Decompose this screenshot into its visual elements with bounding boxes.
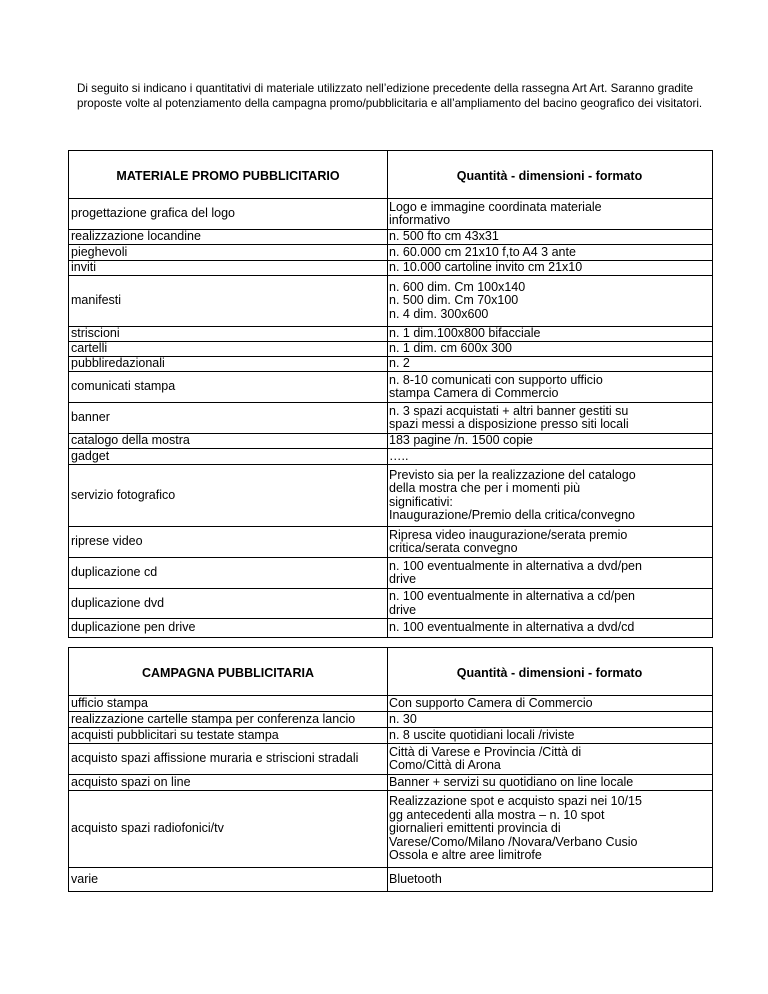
row-item-label: realizzazione cartelle stampa per conferenza lancio <box>71 711 356 726</box>
row-item-label: realizzazione locandine <box>71 229 201 244</box>
table2-row-1-detail <box>387 712 712 728</box>
table1-row-4-detail <box>387 276 712 327</box>
row-detail-text: n. 600 dim. Cm 100x140 n. 500 dim. Cm 70x100 n. 4 dim. 300x600 <box>389 279 526 321</box>
table2-row-3-item <box>69 744 387 775</box>
intro-paragraph: Di seguito si indicano i quantitativi di materiale utilizzato nell’edizione precedente della rassegna Art Art. Saranno gradite proposte volte al potenziamento della campagna promo/pubblicitaria e all’ampliamento del bacino geografico dei visitatori. <box>77 82 703 110</box>
row-item-label: duplicazione pen drive <box>71 620 196 635</box>
header-separator <box>69 695 712 696</box>
row-item-label: catalogo della mostra <box>71 433 190 448</box>
table2-row-0-detail <box>387 696 712 712</box>
row-detail-text: Previsto sia per la realizzazione del catalogo della mostra che per i momenti più significativi: Inaugurazione/Premio della critica/convegno <box>389 467 636 522</box>
row-item-label: duplicazione cd <box>71 565 158 580</box>
row-detail-text: Bluetooth <box>389 871 442 886</box>
table1-row-13-detail <box>387 527 712 558</box>
row-detail-text: n. 3 spazi acquistati + altri banner gestiti su spazi messi a disposizione presso siti locali <box>389 403 629 431</box>
row-detail-text: n. 2 <box>389 356 410 371</box>
row-detail-text: ….. <box>389 448 409 463</box>
row-detail-text: n. 10.000 cartoline invito cm 21x10 <box>389 260 583 275</box>
table1-row-15-detail <box>387 589 712 619</box>
promo-materials-table <box>68 150 713 638</box>
table1-row-9-item <box>69 403 387 434</box>
table1-row-13-item <box>69 527 387 558</box>
table1-row-12-detail <box>387 465 712 527</box>
table2-row-0-item <box>69 696 387 712</box>
row-item-label: striscioni <box>71 326 120 341</box>
table1-header-right: Quantità - dimensioni - formato <box>456 169 643 183</box>
table1-row-12-item <box>69 465 387 527</box>
table1-row-3-item <box>69 261 387 276</box>
table2-header-left: CAMPAGNA PUBBLICITARIA <box>142 666 314 680</box>
table2-row-5-item <box>69 791 387 868</box>
row-item-label: pubbliredazionali <box>71 356 165 371</box>
row-item-label: acquisto spazi on line <box>71 774 191 789</box>
row-item-label: duplicazione dvd <box>71 595 165 610</box>
table1-row-16-item <box>69 619 387 637</box>
header-separator <box>69 198 712 199</box>
row-item-label: comunicati stampa <box>71 379 176 394</box>
table1-row-6-detail <box>387 342 712 357</box>
row-item-label: ufficio stampa <box>71 695 148 710</box>
row-detail-text: Città di Varese e Provincia /Città di Como/Città di Arona <box>389 744 582 772</box>
table2-row-2-item <box>69 728 387 744</box>
row-detail-text: 183 pagine /n. 1500 copie <box>389 433 533 448</box>
row-detail-text: Realizzazione spot e acquisto spazi nei 10/15 gg antecedenti alla mostra – n. 10 spot giornalieri emittenti provincia di Varese/Como/Milano /Novara/Verbano Cusio Ossola e altre aree limitrofe <box>389 794 642 863</box>
row-item-label: acquisti pubblicitari su testate stampa <box>71 727 279 742</box>
table1-row-11-item <box>69 449 387 465</box>
table2-row-4-detail <box>387 775 712 791</box>
advertising-campaign-table <box>68 647 713 892</box>
table2-row-6-item <box>69 868 387 891</box>
row-item-label: acquisto spazi affissione muraria e striscioni stradali <box>71 751 359 766</box>
table2-row-3-detail <box>387 744 712 775</box>
table1-row-5-detail <box>387 327 712 342</box>
row-detail-text: Banner + servizi su quotidiano on line locale <box>389 774 634 789</box>
row-detail-text: n. 100 eventualmente in alternativa a cd/pen drive <box>389 589 636 617</box>
table1-row-7-item <box>69 357 387 372</box>
row-detail-text: n. 100 eventualmente in alternativa a dvd/pen drive <box>389 558 642 586</box>
table1-row-16-detail <box>387 619 712 637</box>
row-item-label: progettazione grafica del logo <box>71 206 236 221</box>
table1-row-15-item <box>69 589 387 619</box>
table2-row-5-detail <box>387 791 712 868</box>
table1-row-14-item <box>69 558 387 589</box>
row-item-label: gadget <box>71 448 110 463</box>
table1-row-10-detail <box>387 434 712 449</box>
row-item-label: manifesti <box>71 293 122 308</box>
table1-row-3-detail <box>387 261 712 276</box>
table2-row-6-detail <box>387 868 712 891</box>
row-detail-text: n. 8 uscite quotidiani locali /riviste <box>389 727 575 742</box>
row-item-label: varie <box>71 871 99 886</box>
row-detail-text: Ripresa video inaugurazione/serata premio critica/serata convegno <box>389 527 628 555</box>
table1-row-2-item <box>69 245 387 261</box>
row-item-label: servizio fotografico <box>71 487 176 502</box>
row-item-label: inviti <box>71 260 97 275</box>
row-detail-text: n. 100 eventualmente in alternativa a dvd/cd <box>389 620 635 635</box>
row-item-label: pieghevoli <box>71 244 128 259</box>
row-item-label: banner <box>71 410 110 425</box>
table1-row-4-item <box>69 276 387 327</box>
row-item-label: cartelli <box>71 341 108 356</box>
table2-header-right: Quantità - dimensioni - formato <box>456 666 643 680</box>
table1-row-2-detail <box>387 245 712 261</box>
table2-row-1-item <box>69 712 387 728</box>
row-item-label: riprese video <box>71 534 143 549</box>
row-item-label: acquisto spazi radiofonici/tv <box>71 821 224 836</box>
row-detail-text: Con supporto Camera di Commercio <box>389 695 593 710</box>
row-detail-text: n. 8-10 comunicati con supporto ufficio stampa Camera di Commercio <box>389 372 603 400</box>
row-detail-text: n. 1 dim.100x800 bifacciale <box>389 326 541 341</box>
table1-row-8-detail <box>387 372 712 403</box>
table2-row-2-detail <box>387 728 712 744</box>
table1-header-left: MATERIALE PROMO PUBBLICITARIO <box>116 169 340 183</box>
table2-row-4-item <box>69 775 387 791</box>
table1-row-11-detail <box>387 449 712 465</box>
row-detail-text: n. 60.000 cm 21x10 f,to A4 3 ante <box>389 244 576 259</box>
row-detail-text: n. 500 fto cm 43x31 <box>389 229 499 244</box>
table1-row-10-item <box>69 434 387 449</box>
table1-row-14-detail <box>387 558 712 589</box>
table1-row-0-item <box>69 199 387 230</box>
table1-row-5-item <box>69 327 387 342</box>
row-detail-text: n. 1 dim. cm 600x 300 <box>389 341 512 356</box>
table1-row-8-item <box>69 372 387 403</box>
row-detail-text: n. 30 <box>389 711 417 726</box>
table1-row-1-detail <box>387 230 712 245</box>
table1-row-6-item <box>69 342 387 357</box>
table1-row-0-detail <box>387 199 712 230</box>
table1-row-9-detail <box>387 403 712 434</box>
table1-row-1-item <box>69 230 387 245</box>
row-detail-text: Logo e immagine coordinata materiale informativo <box>389 199 602 227</box>
table1-row-7-detail <box>387 357 712 372</box>
